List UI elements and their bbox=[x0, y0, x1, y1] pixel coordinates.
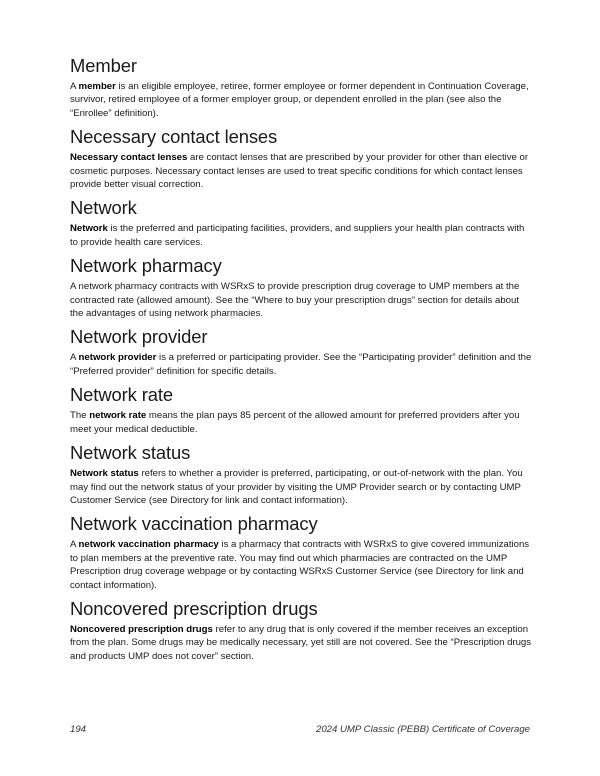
definition-network bbox=[70, 196, 532, 249]
document-title: 2024 UMP Classic (PEBB) Certificate of Coverage bbox=[316, 724, 530, 735]
definition-bold-term: Noncovered prescription drugs bbox=[70, 623, 213, 635]
definition-text bbox=[70, 151, 532, 191]
term-heading: Network provider bbox=[70, 326, 208, 348]
definition-necessary-contact-lenses bbox=[70, 125, 532, 191]
definition-lead: The bbox=[70, 410, 90, 422]
definition-text bbox=[70, 538, 532, 592]
definition-network-status bbox=[70, 441, 532, 507]
definition-text bbox=[70, 280, 532, 320]
definition-body: is a pharmacy that contracts with WSRxS to give covered immunizations to plan members at the preventive rate. You may find out which pharmacies are contracted on the UMP Prescription drug coverage webpage or by contacting WSRxS Customer Service (see Directory for link and contact information). bbox=[70, 539, 530, 591]
definition-network-provider bbox=[70, 325, 532, 378]
definition-lead: A bbox=[70, 352, 79, 364]
definitions-page bbox=[70, 54, 532, 668]
term-heading: Network bbox=[70, 197, 137, 219]
definition-bold-term: Necessary contact lenses bbox=[70, 152, 188, 164]
definition-text bbox=[70, 467, 532, 507]
definition-body: refers to whether a provider is preferred, participating, or out-of-network with the plan. You may find out the network status of your provider by visiting the UMP Provider search or by contacting UMP Customer Service (see Directory for link and contact information). bbox=[70, 468, 523, 506]
term-heading: Network pharmacy bbox=[70, 255, 222, 277]
term-heading: Noncovered prescription drugs bbox=[70, 597, 318, 619]
definition-text bbox=[70, 351, 532, 378]
definition-text bbox=[70, 409, 532, 436]
definition-body: are contact lenses that are prescribed by your provider for other than elective or cosmetic purposes. Necessary contact lenses are used to treat specific conditions for which contact lenses provide better visual correction. bbox=[70, 152, 529, 191]
definition-body: is a preferred or participating provider. See the “Participating provider” definition and the “Preferred provider” definition for specific details. bbox=[70, 352, 532, 377]
definition-lead: A bbox=[70, 81, 79, 92]
term-heading: Network rate bbox=[70, 384, 174, 406]
definition-member bbox=[70, 54, 532, 120]
page-number: 194 bbox=[70, 724, 87, 735]
definition-lead: A bbox=[70, 539, 79, 551]
page-footer bbox=[70, 724, 530, 735]
definition-body: means the plan pays 85 percent of the allowed amount for preferred providers after you meet your medical deductible. bbox=[70, 410, 520, 435]
definition-body: is an eligible employee, retiree, former employee or former dependent in Continuation Coverage, survivor, retired employee of a former employer group, or dependent enrolled in the plan (see also the “Enrollee” definition). bbox=[70, 81, 529, 119]
definition-text bbox=[70, 80, 532, 120]
definition-network-rate bbox=[70, 383, 532, 436]
definition-bold-term: network rate bbox=[89, 410, 147, 422]
definition-bold-term: network provider bbox=[78, 352, 157, 364]
definition-network-pharmacy bbox=[70, 254, 532, 320]
term-heading: Necessary contact lenses bbox=[70, 126, 278, 148]
term-heading: Network vaccination pharmacy bbox=[70, 513, 318, 535]
definition-body: refer to any drug that is only covered if the member receives an exception from the plan. Some drugs may be medically necessary, yet still are not covered. See the “Prescription drugs and products UMP does not cover” section. bbox=[70, 623, 532, 662]
definition-body: is the preferred and participating facilities, providers, and suppliers your health plan contracts with to provide health care services. bbox=[70, 223, 525, 248]
definition-text bbox=[70, 222, 532, 249]
definition-bold-term: Network bbox=[70, 223, 108, 235]
definition-lead: A network pharmacy contracts with WSRxS to provide prescription drug coverage to UMP members at the contracted rate (allowed amount). See the “Where to buy your prescription drugs” section for details about the advantages of using network pharmacies. bbox=[70, 281, 520, 320]
term-heading: Member bbox=[70, 55, 137, 76]
definition-text bbox=[70, 623, 532, 663]
definition-bold-term: network vaccination pharmacy bbox=[78, 539, 219, 551]
definition-noncovered-prescription-drugs bbox=[70, 597, 532, 663]
term-heading: Network status bbox=[70, 442, 191, 464]
definition-network-vaccination-pharmacy bbox=[70, 512, 532, 592]
definition-bold-term: Network status bbox=[70, 468, 139, 480]
definition-bold-term: member bbox=[78, 81, 116, 92]
